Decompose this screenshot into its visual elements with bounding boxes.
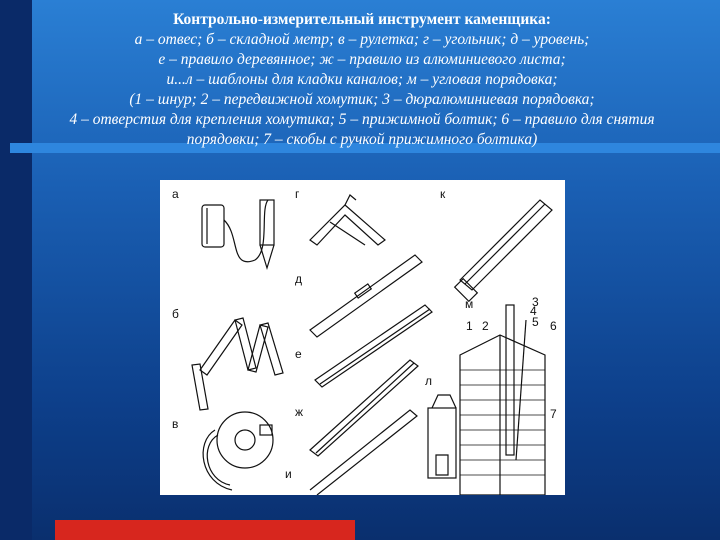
label-zh: ж [295,405,304,419]
label-g: г [295,187,300,201]
label-7: 7 [550,407,557,421]
label-m: м [465,297,474,311]
carpenter-square-drawing [310,195,385,245]
slide-caption [22,10,702,150]
caption-line-5: (1 – шнур; 2 – передвижной хомутик; 3 – дюралюминиевая порядовка; [129,91,595,108]
label-1: 1 [466,319,473,333]
wooden-straightedge-drawing [315,305,432,387]
plumb-bob-drawing [202,200,274,268]
caption-title: Контрольно-измерительный инструмент каменщика: [173,11,551,28]
label-v: в [172,417,179,431]
label-3: 3 [532,295,539,309]
label-5: 5 [532,315,539,329]
label-k: к [440,187,446,201]
caption-line-2: а – отвес; б – складной метр; в – рулетка; г – угольник; д – уровень; [134,31,590,48]
tape-measure-drawing [203,412,273,490]
tools-drawing [160,180,565,495]
caption-line-7: порядовки; 7 – скобы с ручкой прижимного болтика) [186,131,538,148]
corner-column-drawing [460,305,545,495]
channel-template-l-drawing [428,395,456,478]
label-i: и [285,467,292,481]
caption-line-4: и...л – шаблоны для кладки каналов; м – угловая порядовка; [166,71,558,88]
caption-line-6: 4 – отверстия для крепления хомутика; 5 – прижимной болтик; 6 – правило для снятия [69,111,655,128]
aluminium-straightedge-drawing [310,360,418,456]
label-l: л [425,374,433,388]
label-6: 6 [550,319,557,333]
channel-template-k-drawing [455,200,552,301]
tools-illustration [160,180,565,495]
label-d: д [295,272,303,286]
spirit-level-drawing [310,255,422,337]
bottom-accent-bar [55,520,355,540]
caption-line-3: е – правило деревянное; ж – правило из алюминиевого листа; [158,51,566,68]
channel-template-i-drawing [310,410,417,495]
label-2: 2 [482,319,489,333]
label-a: а [172,187,179,201]
label-e: е [295,347,302,361]
folding-meter-drawing [192,318,283,410]
label-4: 4 [530,304,537,318]
label-b: б [172,307,179,321]
